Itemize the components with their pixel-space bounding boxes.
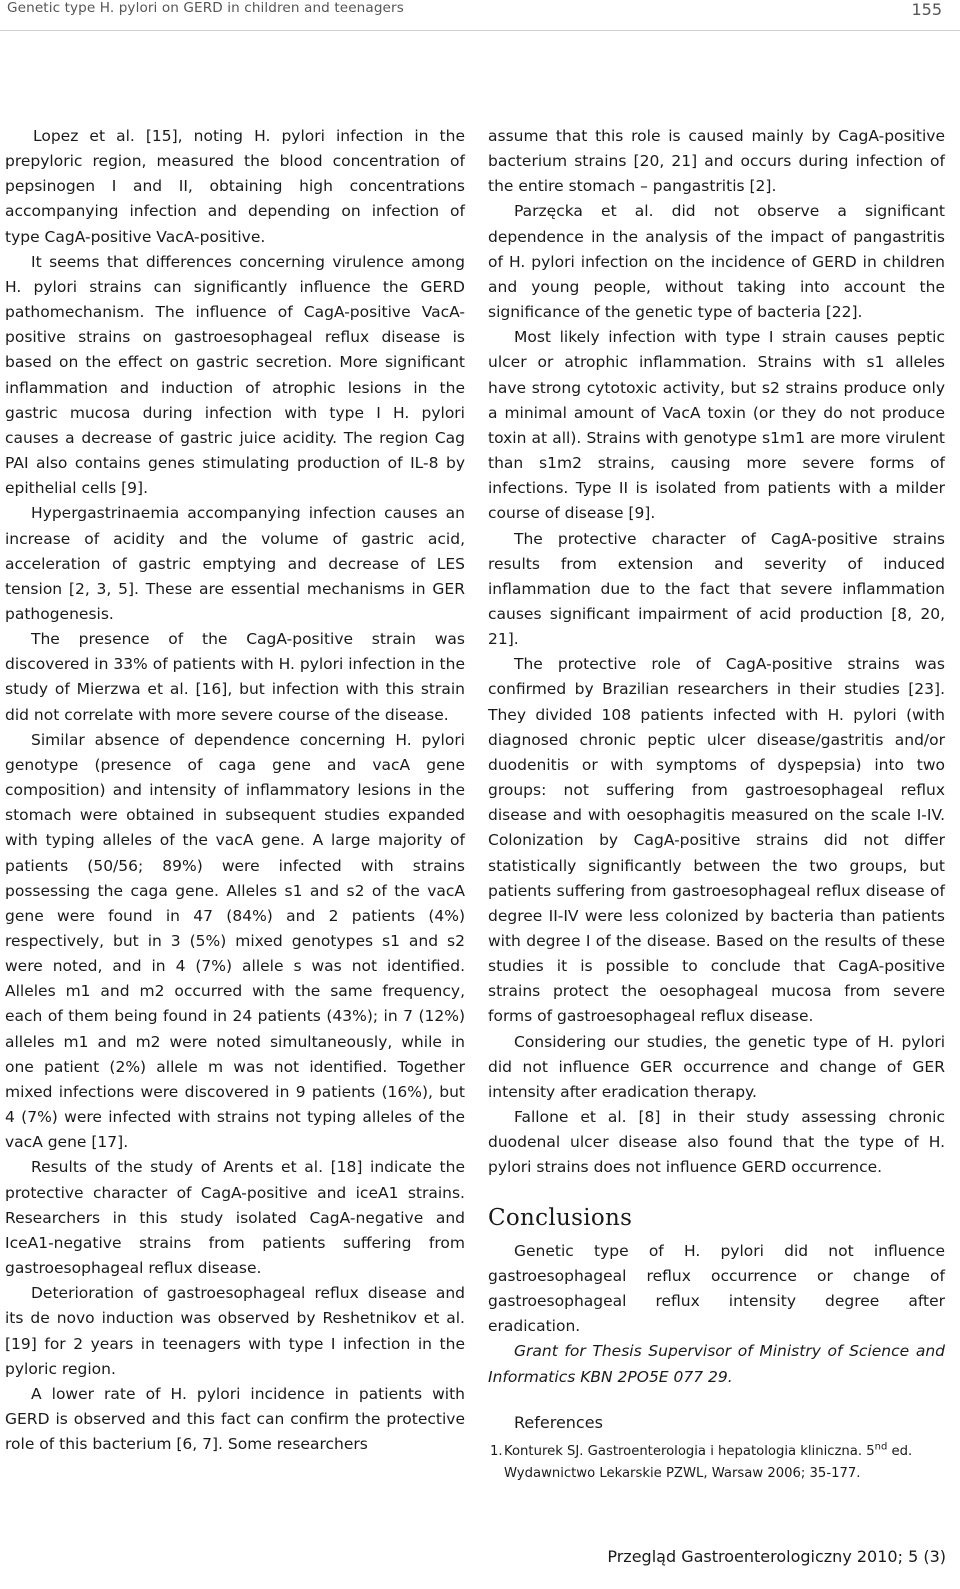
paragraph: Results of the study of Arents et al. [18] indicate the protective character of CagA-positive and iceA1 strains. Researchers in this study isolated CagA-negative and IceA1-negative strains from patients suffering from gastroesophageal reflux disease. [5,1158,465,1278]
running-head [0,0,960,31]
paragraph: A lower rate of H. pylori incidence in patients with GERD is observed and this fact can confirm the protective role of this bacterium [6, 7]. Some researchers [5,1384,465,1454]
paragraph: assume that this role is caused mainly by CagA-positive bacterium strains [20, 21] and occurs during infection of the entire stomach – pangastritis [2]. [488,127,945,196]
references-heading: References [514,1412,603,1432]
left-column [5,124,465,1457]
reference-text: Konturek SJ. Gastroenterologia i hepatologia kliniczna. 5nd ed. Wydawnictwo Lekarskie PZWL, Warsaw 2006; 35-177. [504,1441,913,1481]
running-title: Genetic type H. pylori on GERD in children and teenagers [7,0,404,16]
journal-footer: Przegląd Gastroenterologiczny 2010; 5 (3) [607,1547,946,1566]
paragraph: Deterioration of gastroesophageal reflux disease and its de novo induction was observed by Reshetnikov et al. [19] for 2 years in teenagers with type I infection in the pyloric region. [5,1284,465,1378]
reference-item [490,1441,945,1485]
paragraph: Most likely infection with type I strain causes peptic ulcer or atrophic inflammation. Strains with s1 alleles have strong cytotoxic activity, but s2 strains produce only a minimal amount of VacA toxin (or they do not produce toxin at all). Strains with genotype s1m1 are more virulent than s1m2 strains, causing more severe forms of infections. Type II is isolated from patients with a milder course of disease [9]. [488,328,945,523]
paragraph: Similar absence of dependence concerning H. pylori genotype (presence of caga gene and vacA gene composition) and intensity of inflammatory lesions in the stomach were obtained in subsequent studies expanded with typing alleles of the vacA gene. A large majority of patients (50/56; 89%) were infected with strains possessing the caga gene. Alleles s1 and s2 of the vacA gene were found in 47 (84%) and 2 patients (4%) respectively, but in 3 (5%) mixed genotypes s1 and s2 were noted, and in 4 (7%) allele s was not identified. Alleles m1 and m2 occurred with the same frequency, each of them being found in 24 patients (43%); in 7 (12%) alleles m1 and m2 were noted simultaneously, while in one patient (2%) allele m was not identified. Together mixed infections were discovered in 9 patients (16%), but 4 (7%) were infected with strains not typing alleles of the vacA gene [17]. [5,730,465,1152]
paragraph: Considering our studies, the genetic type of H. pylori did not influence GER occurrence and change of GER intensity after eradication therapy. [488,1032,945,1101]
paragraph: The protective character of CagA-positive strains results from extension and severity of induced inflammation due to the fact that severe inflammation causes significant impairment of acid production [8, 20, 21]. [488,529,945,649]
paragraph: The presence of the CagA-positive strain was discovered in 33% of patients with H. pylori infection in the study of Mierzwa et al. [16], but infection with this strain did not correlate with more severe course of the disease. [5,630,465,724]
paragraph: The protective role of CagA-positive strains was confirmed by Brazilian researchers in their studies [23]. They divided 108 patients infected with H. pylori (with diagnosed chronic peptic ulcer disease/gastritis and/or duodenitis or with symptoms of dyspepsia) into two groups: not suffering from gastroesophageal reflux disease and with oesophagitis measured on the scale I-IV. Colonization by CagA-positive strains did not differ statistically significantly between the two groups, but patients suffering from gastroesophageal reflux disease of degree II-IV were less colonized by bacteria than patients with degree I of the disease. Based on the results of these studies it is possible to conclude that CagA-positive strains protect the oesophageal mucosa from severe forms of gastroesophageal reflux disease. [488,655,945,1026]
conclusions-text: Genetic type of H. pylori did not influence gastroesophageal reflux occurrence or change of gastroesophageal reflux intensity degree after eradication. [488,1241,945,1336]
paragraph: Hypergastrinaemia accompanying infection causes an increase of acidity and the volume of gastric acid, acceleration of gastric emptying and decrease of LES tension [2, 3, 5]. These are essential mechanisms in GER pathogenesis. [5,504,465,623]
paragraph: Lopez et al. [15], noting H. pylori infection in the prepyloric region, measured the blood concentration of pepsinogen I and II, obtaining high concentrations accompanying infection and depending on infection of type CagA-positive VacA-positive. [5,127,465,246]
paragraph: It seems that differences concerning virulence among H. pylori strains can significantly influence the GERD pathomechanism. The influence of CagA-positive VacA-positive strains on gastroesophageal reflux disease is based on the effect on gastric secretion. More significant inflammation and induction of atrophic lesions in the gastric mucosa during infection with type I H. pylori causes a decrease of gastric juice acidity. The region Cag PAI also contains genes stimulating production of IL-8 by epithelial cells [9]. [5,252,465,498]
right-column [488,124,945,1485]
grant-note: Grant for Thesis Supervisor of Ministry of Science and Informatics KBN 2PO5E 077 29. [488,1342,945,1386]
conclusions-heading: Conclusions [488,1204,633,1231]
paragraph: Fallone et al. [8] in their study assessing chronic duodenal ulcer disease also found that the type of H. pylori strains does not influence GERD occurrence. [488,1108,945,1177]
paragraph: Parzęcka et al. did not observe a significant dependence in the analysis of the impact of pangastritis of H. pylori infection on the incidence of GERD in children and young people, without taking into account the significance of the genetic type of bacteria [22]. [488,202,945,322]
page-number: 155 [911,0,942,19]
reference-number: 1. [490,1443,503,1459]
